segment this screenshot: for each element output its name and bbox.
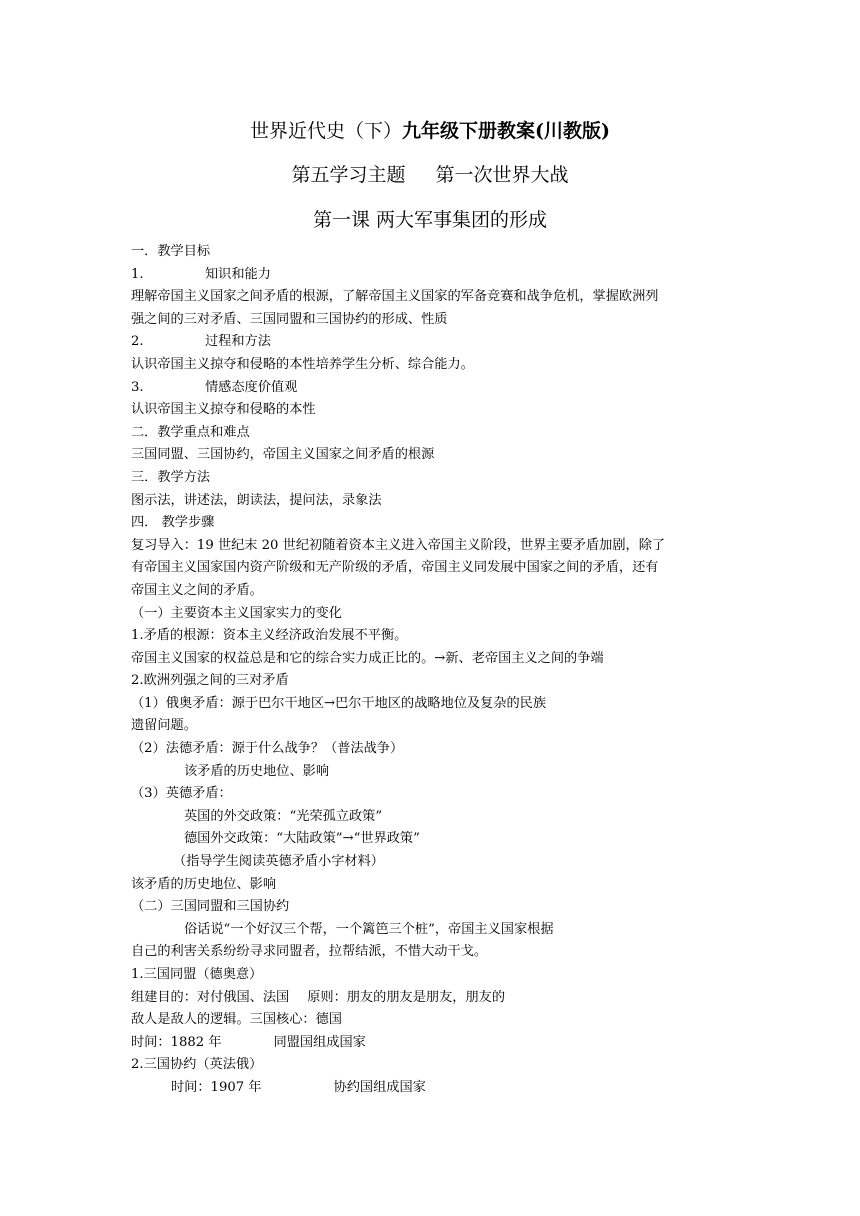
paragraph-line: （2）法德矛盾：源于什么战争？（普法战争） (131, 741, 404, 757)
theme-label: 第五学习主题 (291, 164, 406, 186)
section-heading: （一）主要资本主义国家实力的变化 (131, 605, 342, 621)
paragraph-line: 三国同盟、三国协约，帝国主义国家之间矛盾的根源 (131, 447, 435, 463)
paragraph-line: （1）俄奥矛盾：源于巴尔干地区→巴尔干地区的战略地位及复杂的民族 (131, 695, 547, 711)
paragraph-line: 2.三国协约（英法俄） (131, 1057, 263, 1073)
paragraph-line: 强之间的三对矛盾、三国同盟和三国协约的形成、性质 (131, 311, 448, 327)
paragraph-line: 理解帝国主义国家之间矛盾的根源，了解帝国主义国家的军备竞赛和战争危机，掌握欧洲列 (131, 289, 659, 305)
paragraph-line: 自己的利害关系纷纷寻求同盟者，拉帮结派，不惜大动干戈。 (131, 944, 488, 960)
main-title-plain: 世界近代史（下） (250, 120, 403, 142)
heading-key-points: 二．教学重点和难点 (131, 424, 250, 440)
paragraph-line: （3）英德矛盾： (131, 786, 232, 802)
heading-steps: 四． 教学步骤 (131, 515, 215, 531)
paragraph-line: 1.三国同盟（德奥意） (131, 967, 263, 982)
paragraph-line: 英国的外交政策：“光荣孤立政策” (184, 808, 383, 824)
theme-title (0, 160, 860, 187)
paragraph-line: 认识帝国主义掠夺和侵略的本性 (131, 402, 316, 418)
paragraph-line: 1.矛盾的根源：资本主义经济政治发展不平衡。 (131, 628, 408, 644)
paragraph-line: 时间：1907 年 协约国组成国家 (171, 1079, 426, 1095)
objective-3: 3. 情感态度价值观 (131, 379, 298, 395)
paragraph-line: 帝国主义之间的矛盾。 (131, 582, 263, 598)
lesson-title: 第一课 两大军事集团的形成 (312, 209, 548, 231)
objective-1: 1. 知识和能力 (131, 266, 271, 282)
paragraph-line: 帝国主义国家的权益总是和它的综合实力成正比的。→新、老帝国主义之间的争端 (131, 650, 604, 666)
objective-2: 2. 过程和方法 (131, 334, 271, 350)
document-body (131, 241, 743, 1100)
paragraph-line: （指导学生阅读英德矛盾小字材料） (173, 854, 384, 870)
paragraph-line: 该矛盾的历史地位、影响 (184, 763, 330, 779)
paragraph-line: 2.欧洲列强之间的三对矛盾 (131, 673, 289, 689)
paragraph-line: 该矛盾的历史地位、影响 (131, 876, 277, 892)
heading-objectives: 一．教学目标 (131, 244, 211, 259)
theme-name: 第一次世界大战 (435, 164, 569, 186)
paragraph-line: 有帝国主义国家国内资产阶级和无产阶级的矛盾，帝国主义同发展中国家之间的矛盾，还有 (131, 560, 659, 576)
paragraph-line: 德国外交政策：“大陆政策”→“世界政策” (184, 831, 420, 847)
paragraph-line: 时间：1882 年 同盟国组成国家 (131, 1034, 366, 1050)
paragraph-line: 俗话说“一个好汉三个帮，一个篱笆三个桩”，帝国主义国家根据 (184, 921, 554, 937)
main-title-bold: 九年级下册教案(川教版) (402, 120, 610, 142)
paragraph-line: 敌人是敌人的逻辑。三国核心：德国 (131, 1012, 342, 1028)
paragraph-line: 认识帝国主义掠夺和侵略的本性培养学生分析、综合能力。 (131, 356, 474, 372)
paragraph-line: 复习导入：19 世纪末 20 世纪初随着资本主义进入帝国主义阶段，世界主要矛盾加剧，除了 (131, 537, 666, 553)
heading-methods: 三．教学方法 (131, 469, 211, 485)
section-heading: （二）三国同盟和三国协约 (131, 899, 290, 915)
paragraph-line: 图示法，讲述法，朗读法，提问法，录象法 (131, 492, 382, 508)
paragraph-line: 组建目的：对付俄国、法国 原则：朋友的朋友是朋友，朋友的 (131, 989, 506, 1005)
paragraph-line: 遗留问题。 (131, 718, 197, 734)
main-title (0, 116, 860, 143)
